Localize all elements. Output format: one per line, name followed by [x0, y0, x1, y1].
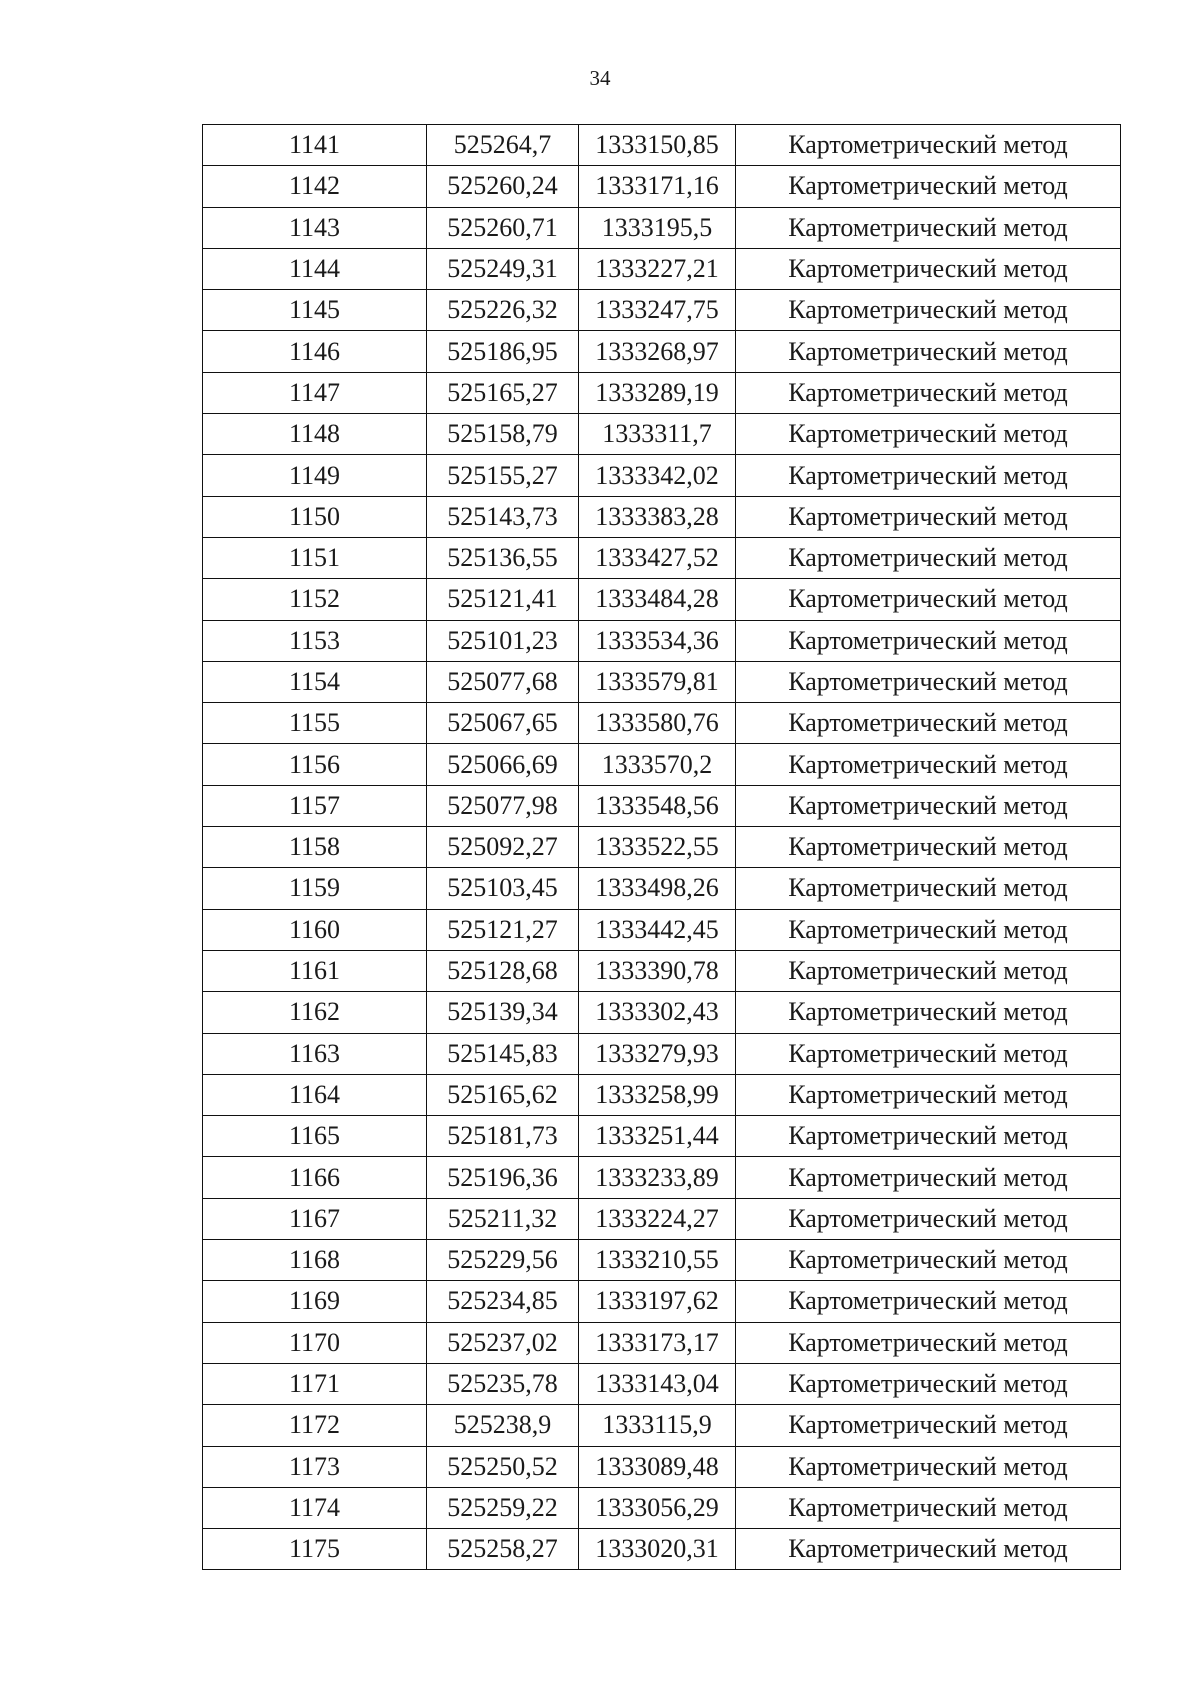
x-coordinate-cell: 525155,27	[427, 455, 579, 496]
method-cell: Картометрический метод	[736, 1363, 1121, 1404]
point-number-cell: 1168	[203, 1240, 427, 1281]
method-cell: Картометрический метод	[736, 1116, 1121, 1157]
point-number-cell: 1167	[203, 1198, 427, 1239]
x-coordinate-cell: 525092,27	[427, 827, 579, 868]
point-number-cell: 1165	[203, 1116, 427, 1157]
method-cell: Картометрический метод	[736, 1240, 1121, 1281]
method-cell: Картометрический метод	[736, 1074, 1121, 1115]
coordinates-table	[202, 124, 1121, 1570]
y-coordinate-cell: 1333056,29	[579, 1487, 736, 1528]
method-cell: Картометрический метод	[736, 372, 1121, 413]
point-number-cell: 1157	[203, 785, 427, 826]
method-cell: Картометрический метод	[736, 950, 1121, 991]
method-cell: Картометрический метод	[736, 537, 1121, 578]
method-cell: Картометрический метод	[736, 207, 1121, 248]
y-coordinate-cell: 1333143,04	[579, 1363, 736, 1404]
x-coordinate-cell: 525238,9	[427, 1405, 579, 1446]
y-coordinate-cell: 1333258,99	[579, 1074, 736, 1115]
y-coordinate-cell: 1333534,36	[579, 620, 736, 661]
y-coordinate-cell: 1333311,7	[579, 414, 736, 455]
table-row	[203, 1240, 1121, 1281]
y-coordinate-cell: 1333115,9	[579, 1405, 736, 1446]
method-cell: Картометрический метод	[736, 166, 1121, 207]
table-row	[203, 909, 1121, 950]
x-coordinate-cell: 525264,7	[427, 125, 579, 166]
x-coordinate-cell: 525259,22	[427, 1487, 579, 1528]
method-cell: Картометрический метод	[736, 579, 1121, 620]
point-number-cell: 1160	[203, 909, 427, 950]
x-coordinate-cell: 525226,32	[427, 290, 579, 331]
table-row	[203, 1074, 1121, 1115]
table-row	[203, 827, 1121, 868]
point-number-cell: 1170	[203, 1322, 427, 1363]
y-coordinate-cell: 1333233,89	[579, 1157, 736, 1198]
method-cell: Картометрический метод	[736, 992, 1121, 1033]
table-row	[203, 1487, 1121, 1528]
method-cell: Картометрический метод	[736, 1281, 1121, 1322]
y-coordinate-cell: 1333251,44	[579, 1116, 736, 1157]
method-cell: Картометрический метод	[736, 455, 1121, 496]
point-number-cell: 1173	[203, 1446, 427, 1487]
x-coordinate-cell: 525143,73	[427, 496, 579, 537]
x-coordinate-cell: 525165,27	[427, 372, 579, 413]
x-coordinate-cell: 525101,23	[427, 620, 579, 661]
table-row	[203, 620, 1121, 661]
method-cell: Картометрический метод	[736, 414, 1121, 455]
table-row	[203, 125, 1121, 166]
method-cell: Картометрический метод	[736, 1529, 1121, 1570]
method-cell: Картометрический метод	[736, 909, 1121, 950]
y-coordinate-cell: 1333247,75	[579, 290, 736, 331]
point-number-cell: 1162	[203, 992, 427, 1033]
x-coordinate-cell: 525103,45	[427, 868, 579, 909]
table-row	[203, 1281, 1121, 1322]
method-cell: Картометрический метод	[736, 703, 1121, 744]
method-cell: Картометрический метод	[736, 1033, 1121, 1074]
table-row	[203, 703, 1121, 744]
point-number-cell: 1158	[203, 827, 427, 868]
method-cell: Картометрический метод	[736, 868, 1121, 909]
y-coordinate-cell: 1333390,78	[579, 950, 736, 991]
table-row	[203, 868, 1121, 909]
method-cell: Картометрический метод	[736, 661, 1121, 702]
y-coordinate-cell: 1333227,21	[579, 248, 736, 289]
page-number: 34	[589, 66, 611, 90]
y-coordinate-cell: 1333171,16	[579, 166, 736, 207]
table-row	[203, 290, 1121, 331]
y-coordinate-cell: 1333484,28	[579, 579, 736, 620]
method-cell: Картометрический метод	[736, 1322, 1121, 1363]
table-row	[203, 1157, 1121, 1198]
table-row	[203, 414, 1121, 455]
point-number-cell: 1164	[203, 1074, 427, 1115]
table-row	[203, 1529, 1121, 1570]
method-cell: Картометрический метод	[736, 744, 1121, 785]
y-coordinate-cell: 1333173,17	[579, 1322, 736, 1363]
point-number-cell: 1175	[203, 1529, 427, 1570]
x-coordinate-cell: 525128,68	[427, 950, 579, 991]
x-coordinate-cell: 525066,69	[427, 744, 579, 785]
table-row	[203, 992, 1121, 1033]
method-cell: Картометрический метод	[736, 496, 1121, 537]
y-coordinate-cell: 1333548,56	[579, 785, 736, 826]
x-coordinate-cell: 525250,52	[427, 1446, 579, 1487]
table-row	[203, 1116, 1121, 1157]
point-number-cell: 1171	[203, 1363, 427, 1404]
point-number-cell: 1144	[203, 248, 427, 289]
table-row	[203, 496, 1121, 537]
table-row	[203, 1405, 1121, 1446]
x-coordinate-cell: 525121,27	[427, 909, 579, 950]
point-number-cell: 1152	[203, 579, 427, 620]
table-row	[203, 372, 1121, 413]
x-coordinate-cell: 525260,71	[427, 207, 579, 248]
x-coordinate-cell: 525077,98	[427, 785, 579, 826]
point-number-cell: 1166	[203, 1157, 427, 1198]
x-coordinate-cell: 525077,68	[427, 661, 579, 702]
point-number-cell: 1148	[203, 414, 427, 455]
x-coordinate-cell: 525258,27	[427, 1529, 579, 1570]
x-coordinate-cell: 525067,65	[427, 703, 579, 744]
method-cell: Картометрический метод	[736, 331, 1121, 372]
table-row	[203, 950, 1121, 991]
x-coordinate-cell: 525260,24	[427, 166, 579, 207]
x-coordinate-cell: 525121,41	[427, 579, 579, 620]
x-coordinate-cell: 525136,55	[427, 537, 579, 578]
point-number-cell: 1161	[203, 950, 427, 991]
method-cell: Картометрический метод	[736, 785, 1121, 826]
point-number-cell: 1150	[203, 496, 427, 537]
coordinates-table-body	[203, 125, 1121, 1570]
y-coordinate-cell: 1333289,19	[579, 372, 736, 413]
point-number-cell: 1146	[203, 331, 427, 372]
method-cell: Картометрический метод	[736, 248, 1121, 289]
point-number-cell: 1145	[203, 290, 427, 331]
point-number-cell: 1156	[203, 744, 427, 785]
method-cell: Картометрический метод	[736, 1157, 1121, 1198]
method-cell: Картометрический метод	[736, 1198, 1121, 1239]
y-coordinate-cell: 1333197,62	[579, 1281, 736, 1322]
y-coordinate-cell: 1333383,28	[579, 496, 736, 537]
table-row	[203, 455, 1121, 496]
x-coordinate-cell: 525249,31	[427, 248, 579, 289]
x-coordinate-cell: 525186,95	[427, 331, 579, 372]
point-number-cell: 1155	[203, 703, 427, 744]
point-number-cell: 1154	[203, 661, 427, 702]
y-coordinate-cell: 1333442,45	[579, 909, 736, 950]
y-coordinate-cell: 1333224,27	[579, 1198, 736, 1239]
table-row	[203, 1446, 1121, 1487]
y-coordinate-cell: 1333089,48	[579, 1446, 736, 1487]
x-coordinate-cell: 525235,78	[427, 1363, 579, 1404]
table-row	[203, 331, 1121, 372]
point-number-cell: 1149	[203, 455, 427, 496]
method-cell: Картометрический метод	[736, 827, 1121, 868]
x-coordinate-cell: 525145,83	[427, 1033, 579, 1074]
table-row	[203, 744, 1121, 785]
point-number-cell: 1159	[203, 868, 427, 909]
x-coordinate-cell: 525158,79	[427, 414, 579, 455]
table-row	[203, 537, 1121, 578]
y-coordinate-cell: 1333580,76	[579, 703, 736, 744]
table-row	[203, 1033, 1121, 1074]
table-row	[203, 166, 1121, 207]
method-cell: Картометрический метод	[736, 290, 1121, 331]
y-coordinate-cell: 1333342,02	[579, 455, 736, 496]
point-number-cell: 1142	[203, 166, 427, 207]
table-row	[203, 785, 1121, 826]
point-number-cell: 1163	[203, 1033, 427, 1074]
x-coordinate-cell: 525139,34	[427, 992, 579, 1033]
x-coordinate-cell: 525165,62	[427, 1074, 579, 1115]
table-row	[203, 579, 1121, 620]
point-number-cell: 1147	[203, 372, 427, 413]
x-coordinate-cell: 525237,02	[427, 1322, 579, 1363]
table-row	[203, 1322, 1121, 1363]
point-number-cell: 1141	[203, 125, 427, 166]
table-row	[203, 1363, 1121, 1404]
method-cell: Картометрический метод	[736, 1487, 1121, 1528]
x-coordinate-cell: 525211,32	[427, 1198, 579, 1239]
point-number-cell: 1153	[203, 620, 427, 661]
x-coordinate-cell: 525181,73	[427, 1116, 579, 1157]
point-number-cell: 1143	[203, 207, 427, 248]
point-number-cell: 1169	[203, 1281, 427, 1322]
method-cell: Картометрический метод	[736, 620, 1121, 661]
y-coordinate-cell: 1333498,26	[579, 868, 736, 909]
y-coordinate-cell: 1333150,85	[579, 125, 736, 166]
method-cell: Картометрический метод	[736, 1446, 1121, 1487]
y-coordinate-cell: 1333279,93	[579, 1033, 736, 1074]
x-coordinate-cell: 525196,36	[427, 1157, 579, 1198]
table-row	[203, 1198, 1121, 1239]
y-coordinate-cell: 1333195,5	[579, 207, 736, 248]
y-coordinate-cell: 1333020,31	[579, 1529, 736, 1570]
point-number-cell: 1151	[203, 537, 427, 578]
y-coordinate-cell: 1333579,81	[579, 661, 736, 702]
point-number-cell: 1174	[203, 1487, 427, 1528]
x-coordinate-cell: 525234,85	[427, 1281, 579, 1322]
method-cell: Картометрический метод	[736, 1405, 1121, 1446]
table-row	[203, 207, 1121, 248]
y-coordinate-cell: 1333522,55	[579, 827, 736, 868]
y-coordinate-cell: 1333427,52	[579, 537, 736, 578]
table-row	[203, 661, 1121, 702]
y-coordinate-cell: 1333210,55	[579, 1240, 736, 1281]
point-number-cell: 1172	[203, 1405, 427, 1446]
y-coordinate-cell: 1333268,97	[579, 331, 736, 372]
y-coordinate-cell: 1333570,2	[579, 744, 736, 785]
x-coordinate-cell: 525229,56	[427, 1240, 579, 1281]
method-cell: Картометрический метод	[736, 125, 1121, 166]
y-coordinate-cell: 1333302,43	[579, 992, 736, 1033]
table-row	[203, 248, 1121, 289]
